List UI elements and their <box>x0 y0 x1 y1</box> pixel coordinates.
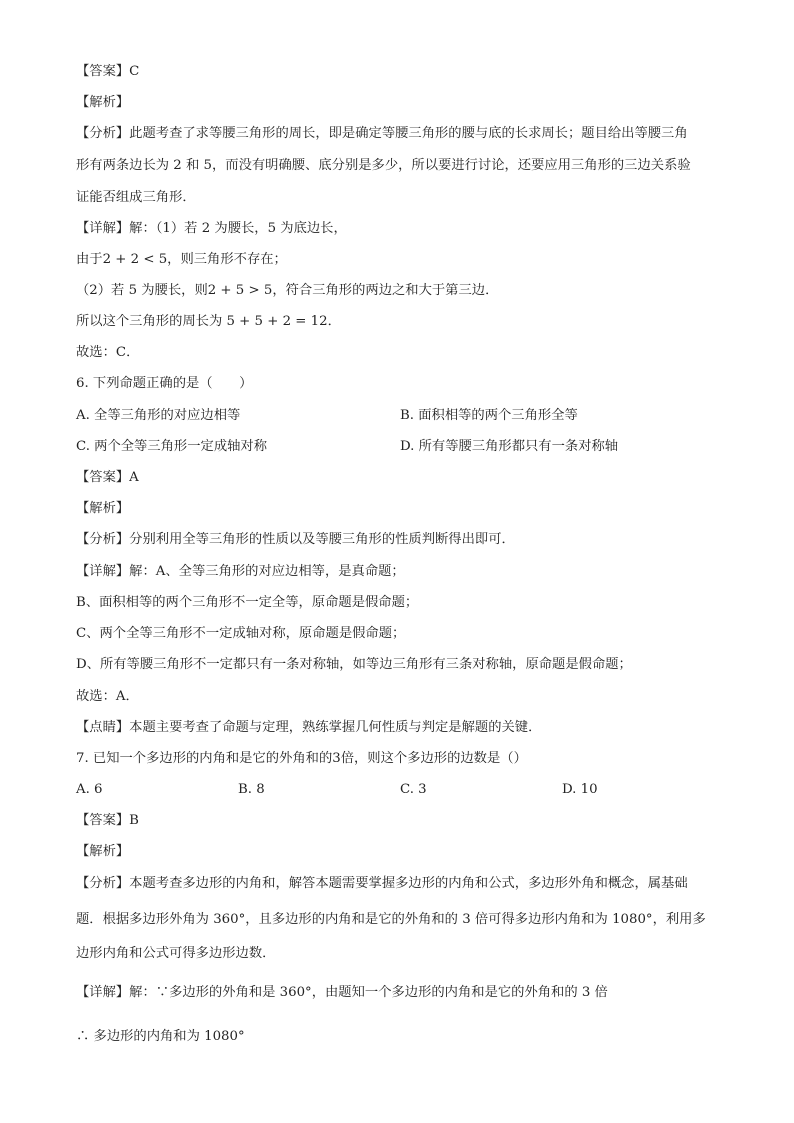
q5-answer: 【答案】C <box>76 64 140 79</box>
q7-stem: 7. 已知一个多边形的内角和是它的外角和的3倍，则这个多边形的边数是（） <box>76 751 527 766</box>
q6-option-d: D. 所有等腰三角形都只有一条对称轴 <box>400 439 619 454</box>
q6-analysis-header: 【解析】 <box>76 501 130 516</box>
q6-option-a: A. 全等三角形的对应边相等 <box>76 408 241 423</box>
q6-option-row-1 <box>0 406 794 426</box>
q5-conclusion: 故选：C． <box>76 345 140 360</box>
q7-fenxi-line-1: 【分析】本题考查多边形的内角和，解答本题需要掌握多边形的内角和公式，多边形外角和概念，属基础 <box>76 876 688 891</box>
q7-analysis-header: 【解析】 <box>76 844 130 859</box>
q7-answer: 【答案】B <box>76 813 139 828</box>
q6-stem: 6. 下列命题正确的是（ ） <box>76 376 253 391</box>
q5-xiangjie-line-3: （2）若 5 为腰长，则2 + 5 > 5，符合三角形的两边之和大于第三边． <box>76 283 499 298</box>
q6-dianjing: 【点睛】本题主要考查了命题与定理，熟练掌握几何性质与判定是解题的关键． <box>76 720 542 735</box>
q6-xiangjie-line-1: 【详解】解：A、全等三角形的对应边相等，是真命题； <box>76 564 405 579</box>
q7-option-d: D. 10 <box>562 782 598 797</box>
q7-option-c: C. 3 <box>400 782 427 797</box>
q6-xiangjie-line-4: D、所有等腰三角形不一定都只有一条对称轴，如等边三角形有三条对称轴，原命题是假命题； <box>76 657 632 672</box>
q5-analysis-header: 【解析】 <box>76 95 130 110</box>
q6-option-c: C. 两个全等三角形一定成轴对称 <box>76 439 268 454</box>
q5-xiangjie-line-1: 【详解】解：（1）若 2 为腰长，5 为底边长， <box>76 221 347 236</box>
q7-xiangjie-line-1: 【详解】解：∵多边形的外角和是 360°，由题知一个多边形的内角和是它的外角和的 3 倍 <box>76 985 608 1000</box>
q7-fenxi-line-2: 题．根据多边形外角为 360°，且多边形的内角和是它的外角和的 3 倍可得多边形内角和为 1080°，利用多 <box>76 912 706 927</box>
q6-xiangjie-line-2: B、面积相等的两个三角形不一定全等，原命题是假命题； <box>76 595 419 610</box>
q6-option-b: B. 面积相等的两个三角形全等 <box>400 408 578 423</box>
q7-option-b: B. 8 <box>238 782 265 797</box>
q5-fenxi-line-1: 【分析】此题考查了求等腰三角形的周长，即是确定等腰三角形的腰与底的长求周长；题目给出等腰三角 <box>76 126 688 141</box>
q6-xiangjie-line-3: C、两个全等三角形不一定成轴对称，原命题是假命题； <box>76 626 406 641</box>
q7-xiangjie-line-2: ∴ 多边形的内角和为 1080° <box>76 1029 245 1044</box>
q7-option-row <box>0 780 794 800</box>
q6-option-row-2 <box>0 437 794 457</box>
q5-fenxi-line-3: 证能否组成三角形． <box>76 190 196 205</box>
q6-fenxi: 【分析】分别利用全等三角形的性质以及等腰三角形的性质判断得出即可． <box>76 532 515 547</box>
q5-xiangjie-line-2: 由于2 + 2 < 5，则三角形不存在； <box>76 252 287 267</box>
q7-fenxi-line-3: 边形内角和公式可得多边形边数． <box>76 946 276 961</box>
q6-conclusion: 故选：A． <box>76 689 139 704</box>
q5-fenxi-line-2: 形有两条边长为 2 和 5，而没有明确腰、底分别是多少，所以要进行讨论，还要应用三角形的三边关系验 <box>76 158 691 173</box>
q7-option-a: A. 6 <box>76 782 103 797</box>
q5-xiangjie-line-4: 所以这个三角形的周长为 5 + 5 + 2 = 12． <box>76 314 341 329</box>
q6-answer: 【答案】A <box>76 470 139 485</box>
